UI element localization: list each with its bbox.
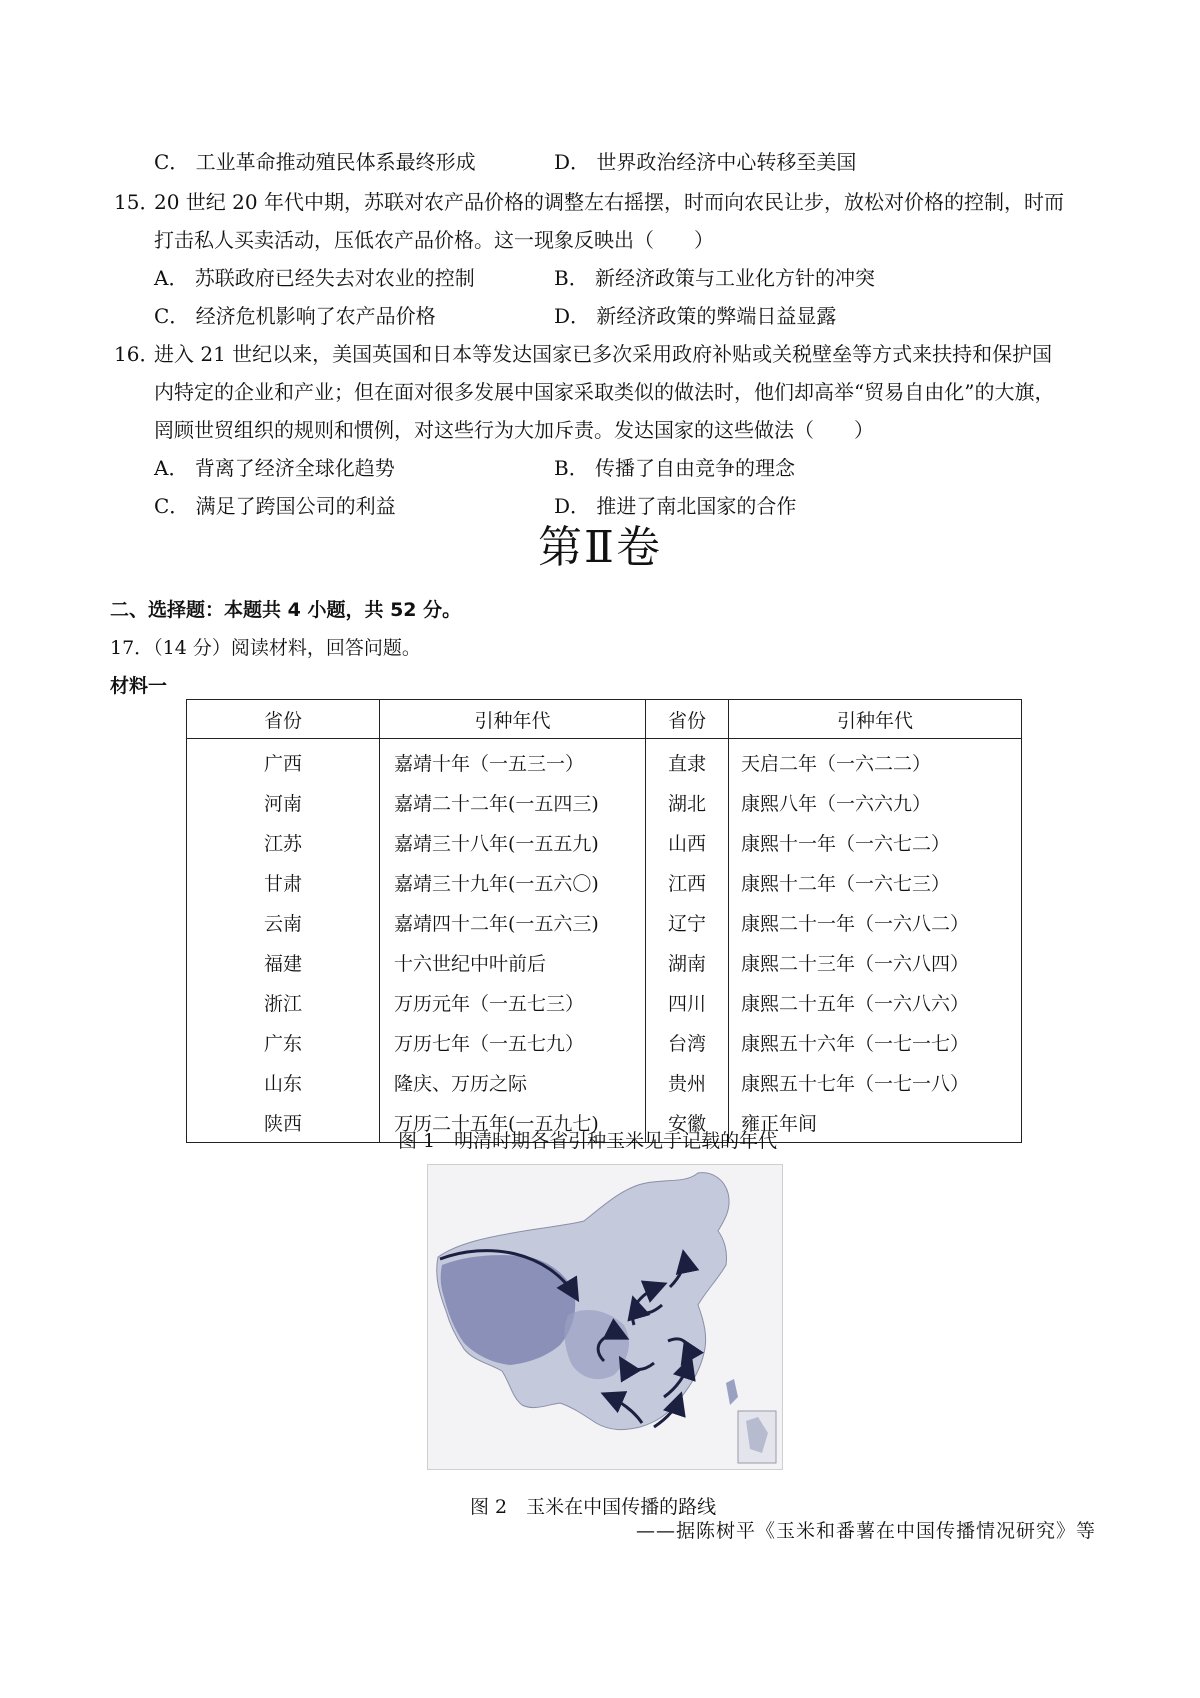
q15-stem-line-1: 20 世纪 20 年代中期，苏联对农产品价格的调整左右摇摆，时而向农民让步，放松对价格的控制，时而 xyxy=(154,190,1064,214)
table-cell-year: 康熙二十五年（一六八六） xyxy=(729,982,1022,1022)
q15-number: 15． xyxy=(114,190,160,214)
q16-option-b: B． 传播了自由竞争的理念 xyxy=(554,456,796,480)
table-cell-year: 万历二十五年(一五九七) xyxy=(380,1102,646,1143)
map-svg xyxy=(428,1165,782,1469)
q16-stem-line-2: 内特定的企业和产业；但在面对很多发展中国家采取类似的做法时，他们却高举“贸易自由化”的大旗， xyxy=(154,380,1055,404)
table-cell-province: 福建 xyxy=(187,942,380,982)
table-cell-year: 康熙五十六年（一七一七） xyxy=(729,1022,1022,1062)
table-cell-year: 康熙五十七年（一七一八） xyxy=(729,1062,1022,1102)
table-row xyxy=(187,942,1022,982)
table-cell-province: 河南 xyxy=(187,782,380,822)
table-cell-province: 安徽 xyxy=(646,1102,729,1143)
table-cell-year: 嘉靖二十二年(一五四三) xyxy=(380,782,646,822)
table-cell-year: 康熙二十一年（一六八二） xyxy=(729,902,1022,942)
q16-option-c: C． 满足了跨国公司的利益 xyxy=(154,494,396,518)
table-header-row xyxy=(187,700,1022,739)
q14-option-c: C． 工业革命推动殖民体系最终形成 xyxy=(154,150,476,174)
table-cell-year: 嘉靖四十二年(一五六三) xyxy=(380,902,646,942)
table-row xyxy=(187,1022,1022,1062)
table-cell-province: 贵州 xyxy=(646,1062,729,1102)
figure-2-caption: 图 2 玉米在中国传播的路线 xyxy=(470,1496,717,1518)
table-row xyxy=(187,822,1022,862)
table-cell-year: 康熙十二年（一六七三） xyxy=(729,862,1022,902)
q15-option-c: C． 经济危机影响了农产品价格 xyxy=(154,304,436,328)
table-cell-province: 台湾 xyxy=(646,1022,729,1062)
table-cell-province: 山西 xyxy=(646,822,729,862)
q16-number: 16． xyxy=(114,342,160,366)
table-cell-province: 云南 xyxy=(187,902,380,942)
table-cell-province: 湖北 xyxy=(646,782,729,822)
table-row xyxy=(187,902,1022,942)
table-header-year: 引种年代 xyxy=(380,700,646,739)
q17-stem: 17．（14 分）阅读材料，回答问题。 xyxy=(110,637,421,659)
table-cell-year: 嘉靖三十八年(一五五九) xyxy=(380,822,646,862)
table-cell-year: 康熙二十三年（一六八四） xyxy=(729,942,1022,982)
table-cell-year: 隆庆、万历之际 xyxy=(380,1062,646,1102)
table-cell-year: 康熙十一年（一六七二） xyxy=(729,822,1022,862)
table-row xyxy=(187,782,1022,822)
table-cell-province: 四川 xyxy=(646,982,729,1022)
q15-option-d: D． 新经济政策的弊端日益显露 xyxy=(554,304,837,328)
table-cell-province: 陕西 xyxy=(187,1102,380,1143)
q15-stem-line-2: 打击私人买卖活动，压低农产品价格。这一现象反映出（ ） xyxy=(154,228,714,252)
table-cell-province: 广东 xyxy=(187,1022,380,1062)
table-cell-province: 直隶 xyxy=(646,739,729,783)
table-cell-province: 江苏 xyxy=(187,822,380,862)
table-row xyxy=(187,982,1022,1022)
q15-option-b: B． 新经济政策与工业化方针的冲突 xyxy=(554,266,876,290)
table-row xyxy=(187,862,1022,902)
table-header-province: 省份 xyxy=(187,700,380,739)
q16-stem-line-1: 进入 21 世纪以来，美国英国和日本等发达国家已多次采用政府补贴或关税壁垒等方式来扶持和保护国 xyxy=(154,342,1053,366)
q14-option-d: D． 世界政治经济中心转移至美国 xyxy=(554,150,857,174)
table-cell-province: 甘肃 xyxy=(187,862,380,902)
table-cell-year: 嘉靖三十九年(一五六〇) xyxy=(380,862,646,902)
table-cell-year: 天启二年（一六二二） xyxy=(729,739,1022,783)
table-row xyxy=(187,1062,1022,1102)
table-cell-province: 山东 xyxy=(187,1062,380,1102)
table-cell-year: 万历元年（一五七三） xyxy=(380,982,646,1022)
maize-introduction-table xyxy=(186,699,1022,1143)
table-row xyxy=(187,739,1022,783)
table-header-year-2: 引种年代 xyxy=(729,700,1022,739)
table-cell-year: 万历七年（一五七九） xyxy=(380,1022,646,1062)
table-cell-year: 十六世纪中叶前后 xyxy=(380,942,646,982)
taiwan-island xyxy=(726,1379,738,1405)
figure-1-caption: 图 1 明清时期各省引种玉米见于记载的年代 xyxy=(398,1130,778,1152)
maize-spread-map xyxy=(427,1164,783,1470)
material-one-label: 材料一 xyxy=(110,675,168,697)
q16-stem-line-3: 罔顾世贸组织的规则和惯例，对这些行为大加斥责。发达国家的这些做法（ ） xyxy=(154,418,874,442)
q15-option-a: A． 苏联政府已经失去对农业的控制 xyxy=(154,266,475,290)
section-heading: 二、选择题：本题共 4 小题，共 52 分。 xyxy=(110,599,462,621)
q16-option-d: D． 推进了南北国家的合作 xyxy=(554,494,797,518)
q16-option-a: A． 背离了经济全球化趋势 xyxy=(154,456,395,480)
table-cell-province: 浙江 xyxy=(187,982,380,1022)
table-cell-province: 江西 xyxy=(646,862,729,902)
table-cell-year: 康熙八年（一六六九） xyxy=(729,782,1022,822)
table-cell-province: 广西 xyxy=(187,739,380,783)
source-citation: ——据陈树平《玉米和番薯在中国传播情况研究》等 xyxy=(635,1520,1096,1542)
part-two-title: 第Ⅱ卷 xyxy=(538,522,662,573)
table-cell-province: 辽宁 xyxy=(646,902,729,942)
table-cell-year: 嘉靖十年（一五三一） xyxy=(380,739,646,783)
table-header-province-2: 省份 xyxy=(646,700,729,739)
table-cell-province: 湖南 xyxy=(646,942,729,982)
table-cell-year: 雍正年间 xyxy=(729,1102,1022,1143)
